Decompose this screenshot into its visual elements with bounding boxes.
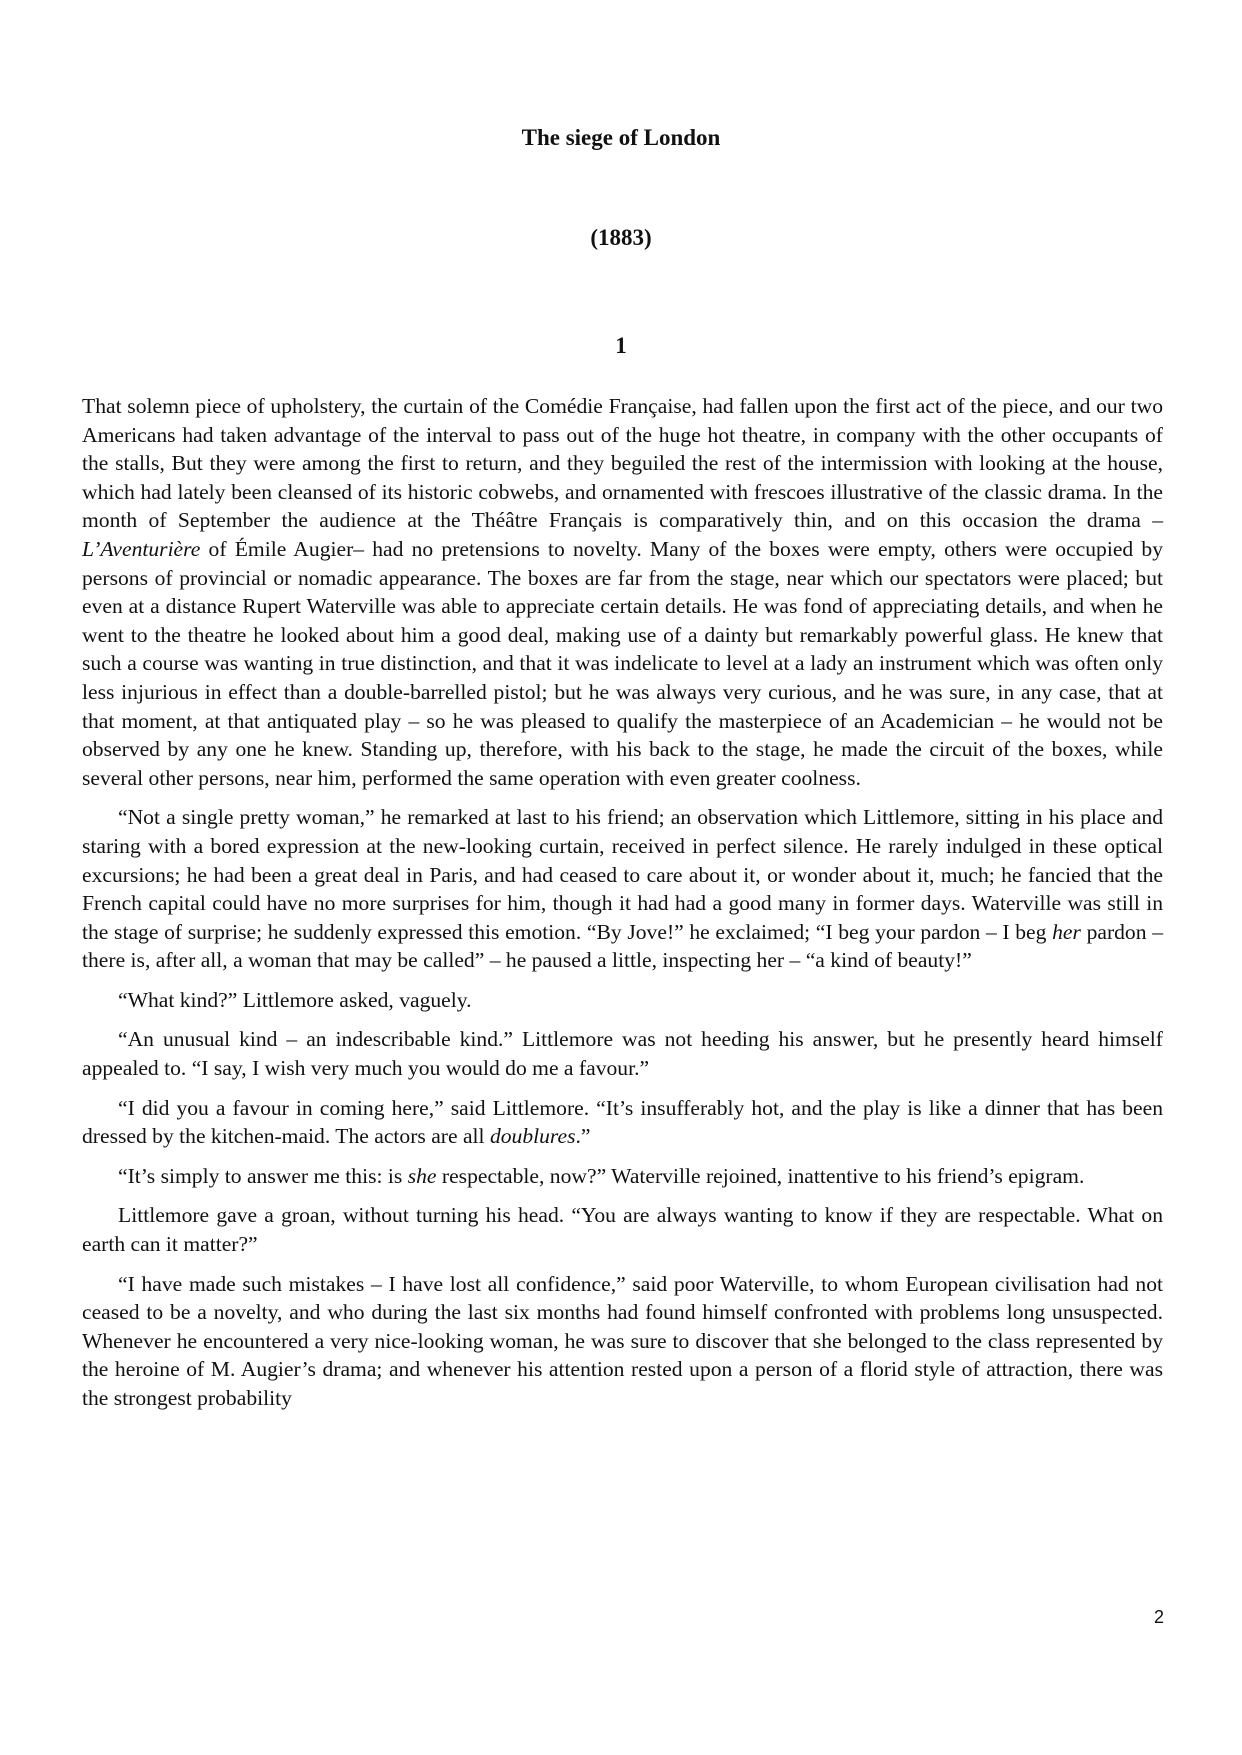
body-paragraph: [82, 1162, 1163, 1191]
paragraph-text: .”: [575, 1124, 591, 1149]
italic-text: doublures: [489, 1124, 576, 1149]
document-title: The siege of London: [521, 125, 721, 150]
paragraph-text: “An unusual kind – an indescribable kind.” Littlemore was not heeding his answer, but he presently heard himself appealed to. “I say, I wish very much you would do me a favour.”: [82, 1027, 1163, 1081]
paragraph-text: pardon – there is, after all, a woman that may be called” – he paused a little, inspecting her – “a kind of beauty!”: [82, 919, 1163, 973]
body-paragraph: [82, 1094, 1163, 1151]
page-number: 2: [1153, 1607, 1164, 1627]
chapter-number: 1: [615, 333, 627, 358]
body-paragraph: [82, 803, 1163, 975]
paragraph-text: “I have made such mistakes – I have lost all confidence,” said poor Waterville, to whom European civilisation had not ceased to be a novelty, and who during the last six months had found himself confronted with problems long unsuspected. Whenever he encountered a very nice-looking woman, he was sure to discover that she belonged to the class represented by the heroine of M. Augier’s drama; and whenever his attention rested upon a person of a florid style of attraction, there was the strongest probability: [82, 1271, 1163, 1410]
body-paragraph: [82, 1025, 1163, 1082]
paragraph-text: Littlemore gave a groan, without turning his head. “You are always wanting to know if they are respectable. What on earth can it matter?”: [82, 1203, 1163, 1257]
paragraph-text: respectable, now?” Waterville rejoined, inattentive to his friend’s epigram.: [436, 1163, 1085, 1188]
body-paragraph: [82, 1201, 1163, 1258]
italic-text: L’Aventurière: [82, 536, 201, 561]
body-paragraph: [82, 1270, 1163, 1413]
italic-text: her: [1052, 919, 1081, 944]
paragraph-text: “It’s simply to answer me this: is: [118, 1163, 408, 1188]
paragraph-text: of Émile Augier– had no pretensions to novelty. Many of the boxes were empty, others were occupied by persons of provincial or nomadic appearance. The boxes are far from the stage, near which our spectators were placed; but even at a distance Rupert Waterville was able to appreciate certain details. He was fond of appreciating details, and when he went to the theatre he looked about him a good deal, making use of a dainty but remarkably powerful glass. He knew that such a course was wanting in true distinction, and that it was indelicate to level at a lady an instrument which was often only less injurious in effect than a double-barrelled pistol; but he was always very curious, and he was sure, in any case, that at that moment, at that antiquated play – so he was pleased to qualify the masterpiece of an Academician – he would not be observed by any one he knew. Standing up, therefore, with his back to the stage, he made the circuit of the boxes, while several other persons, near him, performed the same operation with even greater coolness.: [82, 536, 1163, 790]
paragraph-text: That solemn piece of upholstery, the curtain of the Comédie Française, had fallen upon the first act of the piece, and our two Americans had taken advantage of the interval to pass out of the huge hot theatre, in company with the other occupants of the stalls, But they were among the first to return, and they beguiled the rest of the intermission with looking at the house, which had lately been cleansed of its historic cobwebs, and ornamented with frescoes illustrative of the classic drama. In the month of September the audience at the Théâtre Français is comparatively thin, and on this occasion the drama –: [82, 394, 1163, 533]
body-paragraph: [82, 392, 1163, 792]
publication-year: (1883): [590, 225, 652, 250]
paragraph-text: “I did you a favour in coming here,” said Littlemore. “It’s insufferably hot, and the play is like a dinner that has been dressed by the kitchen-maid. The actors are all: [82, 1095, 1163, 1149]
italic-text: she: [407, 1163, 437, 1188]
body-paragraph: [82, 986, 1163, 1015]
paragraph-text: “What kind?” Littlemore asked, vaguely.: [118, 987, 472, 1012]
paragraph-text: “Not a single pretty woman,” he remarked at last to his friend; an observation which Littlemore, sitting in his place and staring with a bored expression at the new-looking curtain, received in perfect silence. He rarely indulged in these optical excursions; he had been a great deal in Paris, and had ceased to care about it, or wonder about it, much; he fancied that the French capital could have no more surprises for him, though it had had a good many in former days. Waterville was still in the stage of surprise; he suddenly expressed this emotion. “By Jove!” he exclaimed; “I beg your pardon – I beg: [82, 805, 1163, 944]
body-text: [82, 392, 1163, 1424]
